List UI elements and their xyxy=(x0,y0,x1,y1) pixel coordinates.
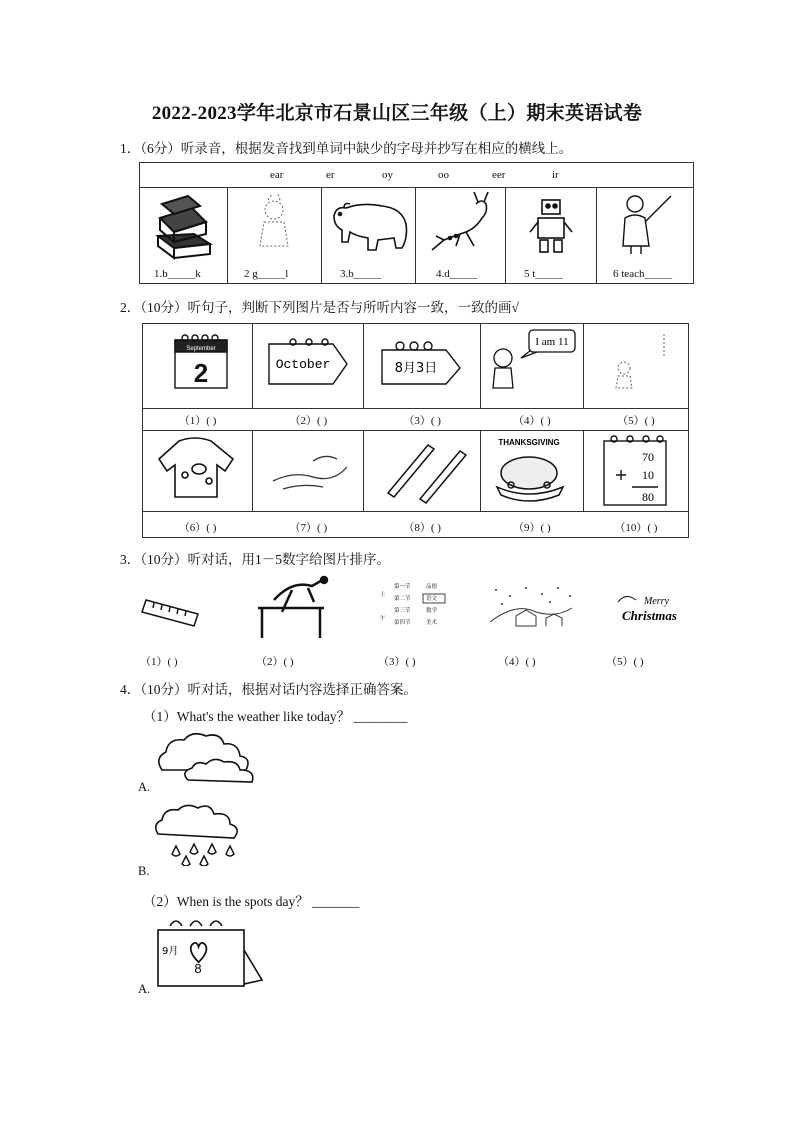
q2-answer-2[interactable]: （2）( ) xyxy=(289,415,328,427)
bear-icon xyxy=(322,188,415,264)
q4-option-a[interactable]: A. xyxy=(138,780,151,794)
xmas-christmas: Christmas xyxy=(622,608,677,623)
cloudy-icon xyxy=(148,728,274,788)
q2-cell-math xyxy=(583,431,688,534)
rainy-icon xyxy=(150,800,246,866)
q2-cell-turkey xyxy=(480,431,583,534)
question-2-prompt: 2．（10分）听句子，判断下列图片是否与所听内容一致，一致的画√ xyxy=(120,300,519,315)
cal-month: 9月 xyxy=(162,946,179,957)
q3-answer-1[interactable]: （1）( ) xyxy=(140,656,178,668)
q4-option-b[interactable]: B. xyxy=(138,864,150,878)
q2-cell-pencils xyxy=(364,431,480,534)
math-bottom: 80 xyxy=(641,490,654,504)
q2-answer-3[interactable]: （3）( ) xyxy=(403,415,441,427)
sketch-icon xyxy=(584,324,686,408)
q2-answer-5[interactable]: （5）( ) xyxy=(617,415,655,427)
books-icon xyxy=(140,188,227,264)
sports-day-calendar-icon xyxy=(150,914,270,994)
schedule-s1: 品德 xyxy=(426,584,438,590)
q2-answer-6[interactable]: （6）( ) xyxy=(178,522,217,534)
q1-letter: er xyxy=(326,169,335,181)
q1-cell-girl xyxy=(228,188,322,284)
q1-cell-teacher xyxy=(597,188,694,284)
q1-letter: ear xyxy=(270,169,284,181)
q1-table xyxy=(139,162,694,284)
q1-letter-row xyxy=(140,163,694,188)
hurdle-jump-icon xyxy=(248,572,338,642)
girl-speech-icon xyxy=(481,324,581,408)
question-4-prompt: 4．（10分）听对话，根据对话内容选择正确答案。 xyxy=(120,682,417,697)
schedule-p3: 第三节 xyxy=(394,608,411,614)
ruler-icon xyxy=(140,578,210,628)
q2-answer-7[interactable]: （7）( ) xyxy=(289,522,328,534)
q1-item: 4.d_____ xyxy=(436,268,478,280)
q2-cell-calendar xyxy=(143,324,253,427)
date-text: 8月3日 xyxy=(395,361,438,376)
cal-day: 8 xyxy=(194,961,202,976)
q1-letter: eer xyxy=(492,169,506,181)
robot-icon xyxy=(506,188,596,264)
q1-item: 5 t_____ xyxy=(524,268,563,280)
schedule-p4: 第四节 xyxy=(394,620,411,626)
q1-item: 2 g_____l xyxy=(244,268,289,280)
q2-cell-speech xyxy=(480,324,583,427)
sweater-icon xyxy=(143,431,250,511)
q1-item: 3.b_____ xyxy=(340,268,382,280)
date-flag-icon xyxy=(364,324,477,408)
schedule-am-1: 上 xyxy=(380,592,386,598)
q2-answer-1[interactable]: （1）( ) xyxy=(178,415,217,427)
snow-scene-icon xyxy=(486,582,576,632)
q1-item: 6 teach_____ xyxy=(613,268,672,280)
q2-answer-10[interactable]: （10）( ) xyxy=(614,522,658,534)
q2-cell-sweater xyxy=(143,431,253,534)
q2-cell-date xyxy=(364,324,480,427)
q2-cell-october xyxy=(253,324,364,427)
girl-icon xyxy=(228,188,321,264)
q2-cell-wind xyxy=(253,431,364,534)
page-title: 2022-2023学年北京市石景山区三年级（上）期末英语试卷 xyxy=(151,103,643,124)
calendar-day: 2 xyxy=(193,358,209,388)
pencils-icon xyxy=(364,431,477,511)
q3-answer-4[interactable]: （4）( ) xyxy=(498,656,536,668)
teacher-icon xyxy=(597,188,693,264)
q2-cell-sketch xyxy=(583,324,688,427)
q1-cell-book xyxy=(140,188,228,284)
christmas-icon xyxy=(614,586,694,626)
q3-answer-2[interactable]: （2）( ) xyxy=(256,656,294,668)
xmas-merry: Merry xyxy=(644,596,669,607)
schedule-s3: 数学 xyxy=(426,608,438,614)
october-flag-icon xyxy=(253,324,361,408)
q2-answer-4[interactable]: （4）( ) xyxy=(513,415,551,427)
q4-option-a2[interactable]: A. xyxy=(138,982,151,996)
q1-cell-robot xyxy=(506,188,597,284)
calendar-icon xyxy=(143,324,250,408)
q1-cell-deer xyxy=(416,188,506,284)
question-1-prompt: 1．（6分）听录音，根据发音找到单词中缺少的字母并抄写在相应的横线上。 xyxy=(120,141,573,156)
schedule-am-2: 午 xyxy=(380,616,386,622)
q4-sub1: （1）What's the weather like today？ ________ xyxy=(143,709,408,724)
october-text: October xyxy=(275,357,331,372)
schedule-p1: 第一节 xyxy=(394,584,411,590)
q1-cell-bear xyxy=(322,188,416,284)
schedule-s4: 美术 xyxy=(426,620,438,626)
math-mid: 10 xyxy=(641,468,654,482)
schedule-s2: 语文 xyxy=(426,596,438,602)
math-top: 70 xyxy=(641,450,654,464)
schedule-p2: 第二节 xyxy=(394,596,411,602)
q4-sub2: （2）When is the spots day？ _______ xyxy=(143,894,360,909)
wind-icon xyxy=(253,431,361,511)
q1-letter: oo xyxy=(438,169,449,181)
q3-answer-3[interactable]: （3）( ) xyxy=(378,656,416,668)
q1-letter: ir xyxy=(552,169,559,181)
schedule-icon xyxy=(380,582,460,638)
q3-answer-5[interactable]: （5）( ) xyxy=(606,656,644,668)
speech-text: I am 11 xyxy=(535,336,569,348)
calendar-month: September xyxy=(186,346,216,352)
deer-icon xyxy=(416,188,505,264)
q2-table xyxy=(142,323,689,538)
thanksgiving-text: THANKSGIVING xyxy=(498,438,560,447)
q2-answer-8[interactable]: （8）( ) xyxy=(403,522,441,534)
q2-answer-9[interactable]: （9）( ) xyxy=(513,522,551,534)
math-card-icon xyxy=(584,431,686,511)
turkey-icon xyxy=(481,431,581,511)
question-3-prompt: 3．（10分）听对话，用1－5数字给图片排序。 xyxy=(120,552,390,567)
q1-item: 1.b_____k xyxy=(154,268,201,280)
q1-letter: oy xyxy=(382,169,393,181)
